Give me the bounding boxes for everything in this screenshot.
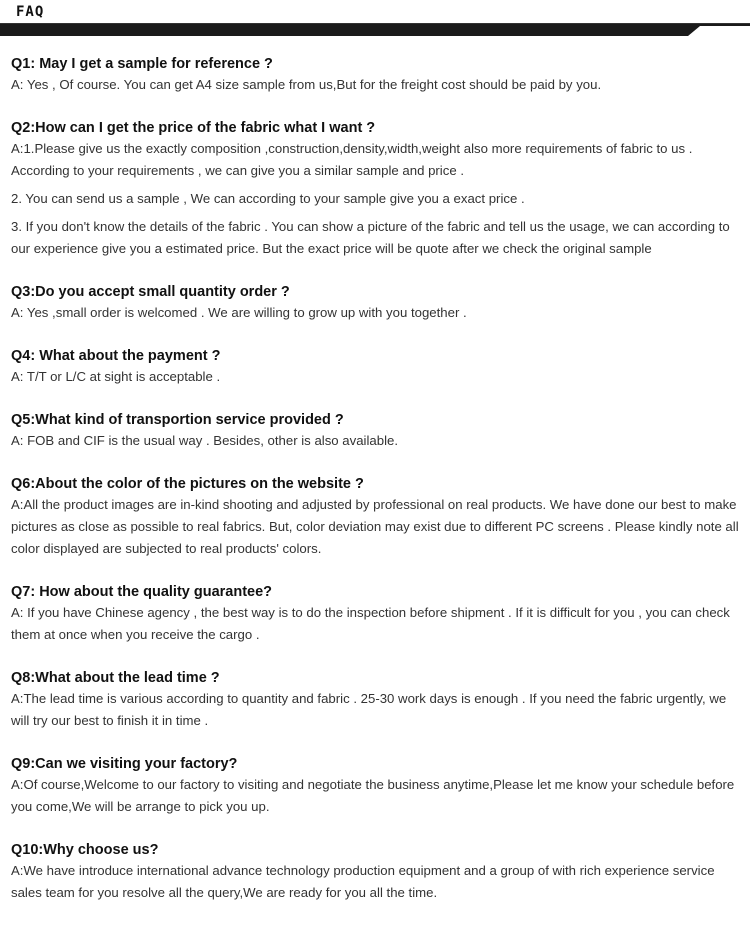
faq-answer: A: T/T or L/C at sight is acceptable . bbox=[11, 369, 221, 384]
faq-answer: A: Yes , Of course. You can get A4 size sample from us,But for the freight cost should be paid by you. bbox=[11, 77, 602, 92]
faq-item bbox=[11, 346, 743, 388]
faq-question: Q3:Do you accept small quantity order ? bbox=[11, 284, 290, 300]
header-divider-bar bbox=[0, 24, 750, 38]
faq-answer: A:The lead time is various according to quantity and fabric . 25-30 work days is enough . If you need the fabric urgently, we will try our best to finish it in time . bbox=[11, 691, 727, 728]
faq-title: FAQ bbox=[16, 4, 45, 20]
faq-item bbox=[11, 840, 743, 904]
faq-answer: 2. You can send us a sample , We can according to your sample give you a exact price . bbox=[11, 191, 525, 206]
faq-answer: A: If you have Chinese agency , the best way is to do the inspection before shipment . If it is difficult for you , you can check them at once when you receive the cargo . bbox=[11, 605, 730, 642]
faq-question: Q6:About the color of the pictures on the website ? bbox=[11, 476, 364, 492]
faq-answer: A:1.Please give us the exactly composition ,construction,density,width,weight also more requirements of fabric to us . According to your requirements , we can give you a similar sample and price . bbox=[11, 141, 693, 178]
faq-answer: A:All the product images are in-kind shooting and adjusted by professional on real products. We have done our best to make pictures as close as possible to real fabrics. But, color deviation may exist due to different PC screens . Please kindly note all color displayed are subjected to real products' colors. bbox=[11, 497, 739, 556]
faq-answer: A:We have introduce international advance technology production equipment and a group of with rich experience service sales team for you resolve all the query,We are ready for you all the time. bbox=[11, 863, 715, 900]
faq-question: Q5:What kind of transportion service provided ? bbox=[11, 412, 344, 428]
faq-item bbox=[11, 118, 743, 260]
faq-item bbox=[11, 410, 743, 452]
faq-question: Q7: How about the quality guarantee? bbox=[11, 584, 273, 600]
faq-item bbox=[11, 474, 743, 560]
faq-question: Q2:How can I get the price of the fabric what I want ? bbox=[11, 120, 376, 136]
faq-item bbox=[11, 54, 743, 96]
faq-answer: A: Yes ,small order is welcomed . We are willing to grow up with you together . bbox=[11, 305, 467, 320]
faq-answer: A:Of course,Welcome to our factory to visiting and negotiate the business anytime,Please let me know your schedule before you come,We will be arrange to pick you up. bbox=[11, 777, 735, 814]
faq-item bbox=[11, 754, 743, 818]
faq-item bbox=[11, 582, 743, 646]
faq-question: Q10:Why choose us? bbox=[11, 842, 159, 858]
faq-answer: A: FOB and CIF is the usual way . Besides, other is also available. bbox=[11, 433, 399, 448]
faq-item bbox=[11, 282, 743, 324]
faq-question: Q4: What about the payment ? bbox=[11, 348, 221, 364]
faq-question: Q1: May I get a sample for reference ? bbox=[11, 56, 273, 72]
faq-list bbox=[11, 54, 743, 926]
faq-question: Q8:What about the lead time ? bbox=[11, 670, 220, 686]
faq-header bbox=[0, 0, 750, 40]
faq-answer: 3. If you don't know the details of the fabric . You can show a picture of the fabric and tell us the usage, we can according to our experience give you a estimated price. But the exact price will be quote after we check the original sample bbox=[11, 219, 730, 256]
faq-question: Q9:Can we visiting your factory? bbox=[11, 756, 238, 772]
faq-item bbox=[11, 668, 743, 732]
